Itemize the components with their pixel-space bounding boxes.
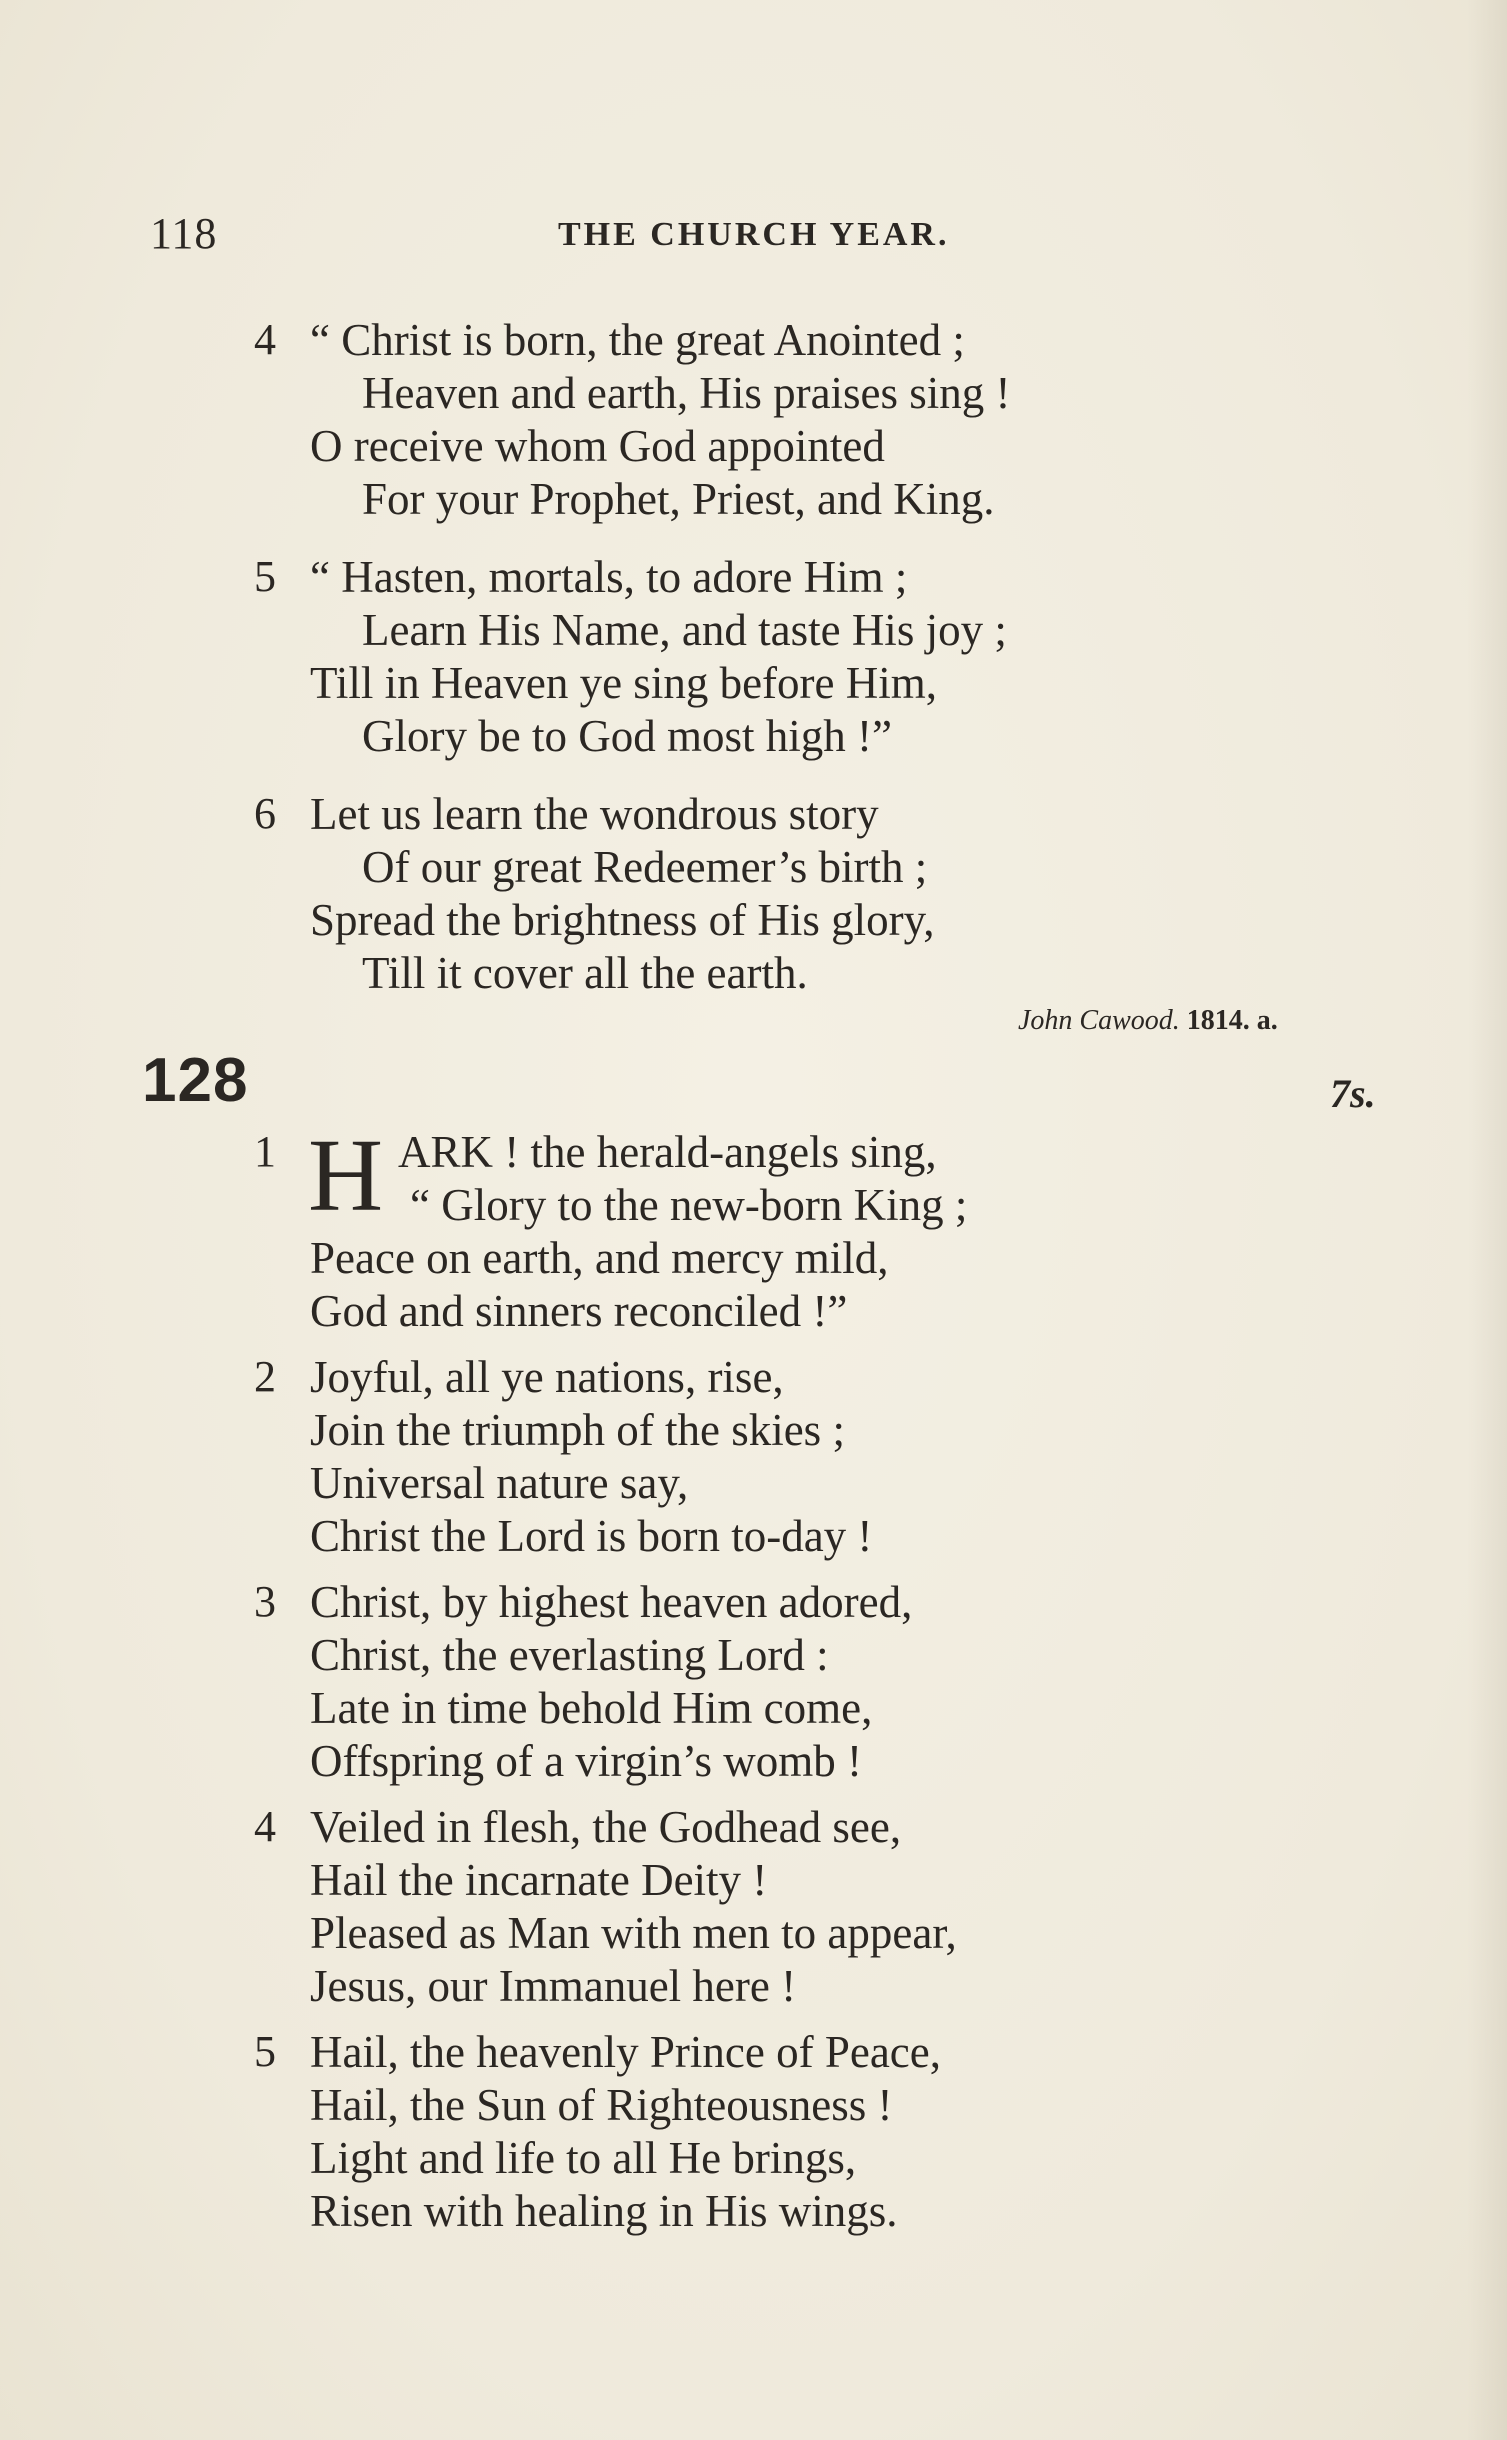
verse-line: Offspring of a virgin’s womb ! (310, 1736, 863, 1786)
verse-line: Learn His Name, and taste His joy ; (362, 605, 1007, 655)
verse-line: Light and life to all He brings, (310, 2133, 857, 2183)
verse-line: Risen with healing in His wings. (310, 2186, 898, 2236)
verse-line: Universal nature say, (310, 1458, 689, 1508)
hymn-meter: 7s. (1330, 1071, 1376, 1116)
running-head (150, 208, 1000, 258)
verse-line: Late in time behold Him come, (310, 1683, 873, 1733)
verse-line: Till in Heaven ye sing before Him, (310, 658, 937, 708)
verse-line: Jesus, our Immanuel here ! (310, 1961, 797, 2011)
verse-line: Joyful, all ye nations, rise, (310, 1352, 784, 1402)
verse-line: “ Christ is born, the great Anointed ; (310, 315, 965, 365)
attribution-date: 1814. a. (1186, 1005, 1278, 1036)
verse-line: Hail, the Sun of Righteousness ! (310, 2080, 893, 2130)
verse-line: Peace on earth, and mercy mild, (310, 1233, 889, 1283)
verse-line: Christ, by highest heaven adored, (310, 1577, 913, 1627)
verse-line: Christ the Lord is born to-day ! (310, 1511, 873, 1561)
drop-cap: H (308, 1118, 384, 1233)
verse-number: 2 (254, 1352, 276, 1401)
verse-number: 5 (254, 2027, 276, 2076)
verse-line: Christ, the everlasting Lord : (310, 1630, 829, 1680)
running-title: THE CHURCH YEAR. (558, 216, 950, 253)
verse-line: Glory be to God most high !” (362, 711, 892, 761)
verse-line: O receive whom God appointed (310, 421, 885, 471)
verse-line: Hail the incarnate Deity ! (310, 1855, 768, 1905)
attribution (1018, 1005, 1278, 1037)
verse-line: Hail, the heavenly Prince of Peace, (310, 2027, 941, 2077)
verse-line: Pleased as Man with men to appear, (310, 1908, 957, 1958)
author-name: John Cawood. (1018, 1005, 1180, 1036)
verse-number: 1 (254, 1127, 276, 1176)
verse-line: ARK ! the herald-angels sing, (398, 1127, 937, 1177)
verse-line: Join the triumph of the skies ; (310, 1405, 845, 1455)
verse-line: Let us learn the wondrous story (310, 789, 879, 839)
verse-line: Till it cover all the earth. (362, 948, 808, 998)
page-edge-shadow (1467, 0, 1507, 2440)
verse-line: God and sinners reconciled !” (310, 1286, 848, 1336)
verse-line: Heaven and earth, His praises sing ! (362, 368, 1011, 418)
verse-line: Spread the brightness of His glory, (310, 895, 935, 945)
verse-number: 4 (254, 1802, 276, 1851)
verse-number: 3 (254, 1577, 276, 1626)
verse-number: 4 (254, 315, 276, 364)
verse-line: “ Glory to the new-born King ; (410, 1180, 968, 1230)
verse-line: For your Prophet, Priest, and King. (362, 474, 995, 524)
verse-number: 6 (254, 789, 276, 838)
verse-line: Veiled in flesh, the Godhead see, (310, 1802, 902, 1852)
verse-line: Of our great Redeemer’s birth ; (362, 842, 928, 892)
verse-line: “ Hasten, mortals, to adore Him ; (310, 552, 908, 602)
verse-number: 5 (254, 552, 276, 601)
hymn-number: 128 (142, 1046, 249, 1115)
page-number: 118 (150, 209, 218, 258)
